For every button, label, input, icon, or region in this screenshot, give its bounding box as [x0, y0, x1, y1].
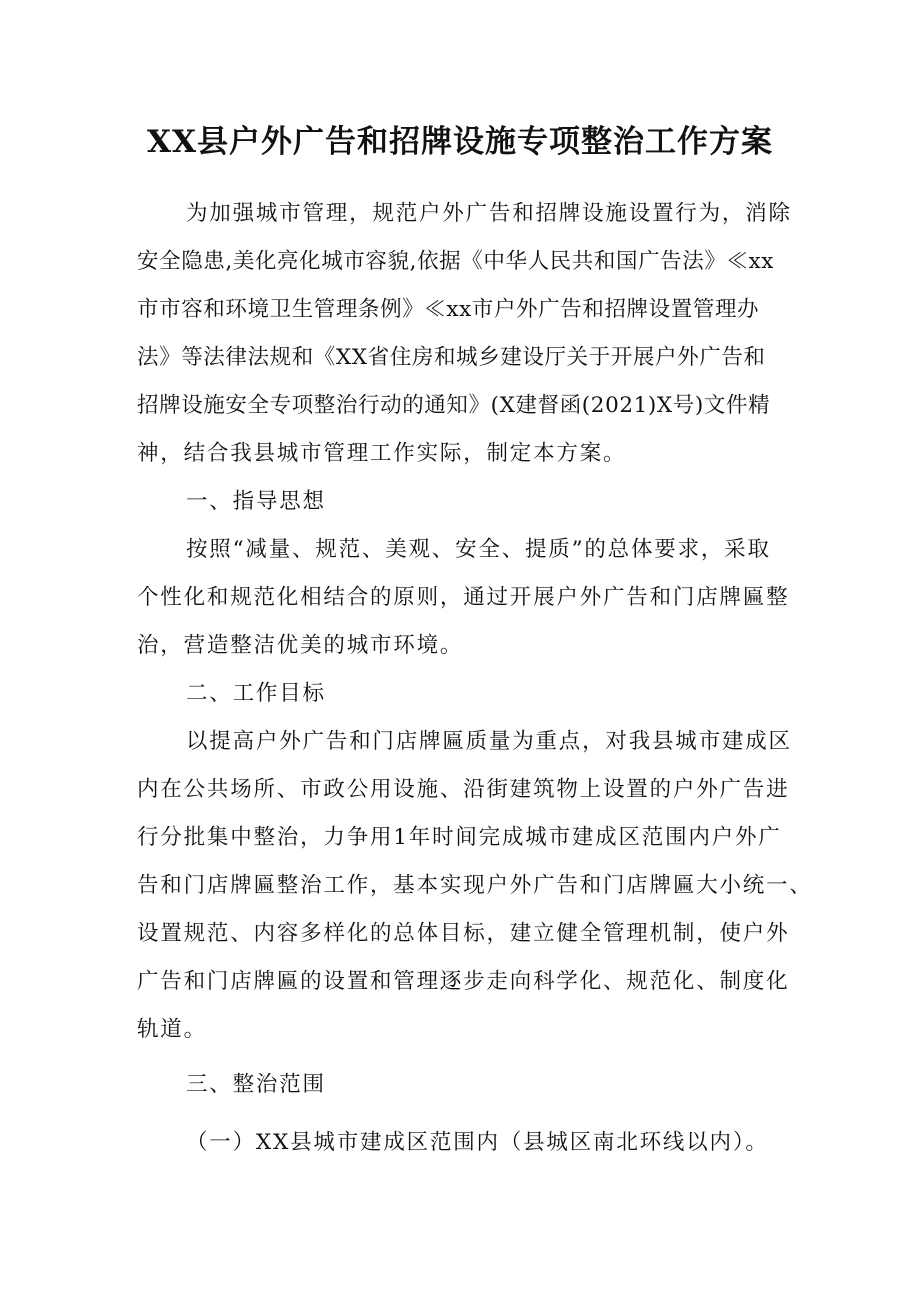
intro-line-6: 神，结合我县城市管理工作实际，制定本方案。 [137, 441, 627, 466]
intro-line-4: 法》等法律法规和《XX省住房和城乡建设厅关于开展户外广告和 [137, 345, 766, 370]
section2-line-1: 以提高户外广告和门店牌匾质量为重点，对我县城市建成区 [186, 729, 792, 754]
section1-heading: 一、指导思想 [186, 489, 326, 514]
section2-line-7: 轨道。 [137, 1017, 207, 1042]
section3-heading: 三、整治范围 [186, 1072, 326, 1097]
section3-item-1: （一）XX县城市建成区范围内（县城区南北环线以内）。 [186, 1130, 769, 1155]
intro-line-5: 招牌设施安全专项整治行动的通知》(X建督函(2021)X号)文件精 [137, 393, 771, 418]
section2-line-5: 设置规范、内容多样化的总体目标，建立健全管理机制，使户外 [137, 921, 790, 946]
section1-line-1: 按照“减量、规范、美观、安全、提质”的总体要求，采取 [186, 537, 771, 562]
section2-line-3: 行分批集中整治，力争用1年时间完成城市建成区范围内户外广 [137, 825, 782, 850]
section1-line-3: 治，营造整洁优美的城市环境。 [137, 633, 464, 658]
section2-line-4: 告和门店牌匾整治工作，基本实现户外广告和门店牌匾大小统一、 [137, 873, 813, 898]
section2-line-2: 内在公共场所、市政公用设施、沿街建筑物上设置的户外广告进 [137, 777, 790, 802]
section1-line-2: 个性化和规范化相结合的原则，通过开展户外广告和门店牌匾整 [137, 585, 790, 610]
document-title: XX县户外广告和招牌设施专项整治工作方案 [146, 124, 774, 160]
intro-line-3: 市市容和环境卫生管理条例》≪xx市户外广告和招牌设置管理办 [137, 297, 760, 322]
intro-line-2: 安全隐患,美化亮化城市容貌,依据《中华人民共和国广告法》≪xx [137, 249, 775, 274]
intro-line-1: 为加强城市管理，规范户外广告和招牌设施设置行为，消除 [186, 201, 792, 226]
section2-line-6: 广告和门店牌匾的设置和管理逐步走向科学化、规范化、制度化 [137, 969, 790, 994]
section2-heading: 二、工作目标 [186, 681, 326, 706]
